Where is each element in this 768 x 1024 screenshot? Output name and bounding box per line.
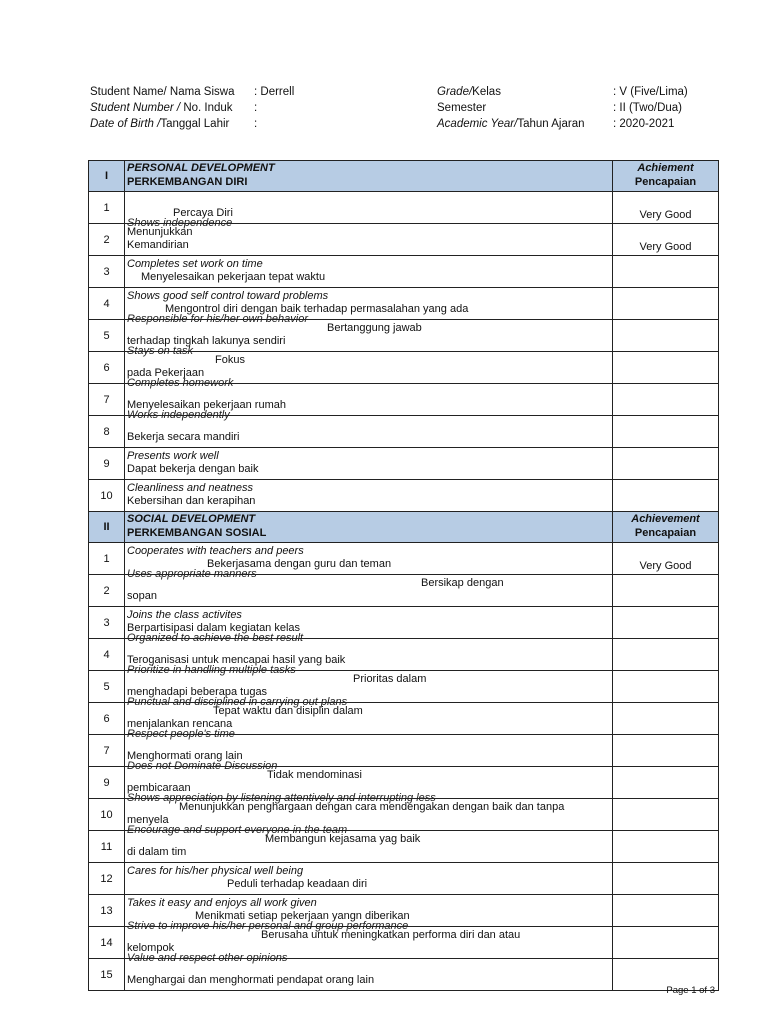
social-development-section bbox=[89, 512, 719, 991]
row-english: Completes set work on time bbox=[127, 258, 263, 270]
row-achievement bbox=[613, 831, 719, 863]
report-table bbox=[88, 160, 719, 991]
clipped-english-text: Shows independence bbox=[127, 217, 233, 229]
row-achievement: Very Good bbox=[613, 192, 719, 224]
section-subtitle: PERKEMBANGAN DIRI bbox=[127, 176, 248, 188]
dob-value: : bbox=[254, 118, 258, 130]
row-description bbox=[125, 863, 613, 895]
row-number: 13 bbox=[89, 895, 125, 927]
row-achievement bbox=[613, 480, 719, 512]
section-title: PERSONAL DEVELOPMENT bbox=[127, 162, 275, 174]
section-title-cell bbox=[125, 161, 613, 192]
row-number: 2 bbox=[89, 575, 125, 607]
row-english: Cooperates with teachers and peers bbox=[127, 545, 304, 557]
clipped-english-text: Value and respect other opinions bbox=[127, 952, 288, 964]
row-achievement bbox=[613, 352, 719, 384]
row-indonesian: menghadapi beberapa tugas bbox=[127, 686, 268, 698]
row-english: Bertanggung jawab bbox=[327, 322, 422, 334]
achievement-title: Achievement bbox=[631, 513, 700, 525]
section-header-social bbox=[89, 512, 719, 543]
row-number: 6 bbox=[89, 703, 125, 735]
row-indonesian: Peduli terhadap keadaan diri bbox=[227, 878, 368, 890]
table-row bbox=[89, 959, 719, 991]
row-number: 10 bbox=[89, 480, 125, 512]
row-indonesian: kelompok bbox=[127, 942, 175, 954]
clipped-english-text: Responsible for his/her own behavior bbox=[127, 313, 308, 325]
student-number-label: Student Number / No. Induk bbox=[90, 102, 233, 114]
row-number: 6 bbox=[89, 352, 125, 384]
row-indonesian: menjalankan rencana bbox=[127, 718, 233, 730]
row-achievement bbox=[613, 895, 719, 927]
row-achievement bbox=[613, 320, 719, 352]
row-indonesian: Menyelesaikan pekerjaan tepat waktu bbox=[141, 271, 326, 283]
row-achievement bbox=[613, 448, 719, 480]
row-english: Presents work well bbox=[127, 450, 219, 462]
row-indonesian: Bekerja secara mandiri bbox=[127, 431, 240, 443]
row-number: 14 bbox=[89, 927, 125, 959]
section-number: II bbox=[89, 512, 125, 543]
row-indonesian: pembicaraan bbox=[127, 782, 191, 794]
row-achievement bbox=[613, 575, 719, 607]
row-number: 8 bbox=[89, 416, 125, 448]
row-indonesian: terhadap tingkah lakunya sendiri bbox=[127, 335, 286, 347]
row-indonesian: sopan bbox=[127, 590, 157, 602]
clipped-english-text: Completes homework bbox=[127, 377, 234, 389]
row-number: 1 bbox=[89, 192, 125, 224]
clipped-english-text: Encourage and support everyone in the team bbox=[127, 824, 348, 836]
achievement-subtitle: Pencapaian bbox=[634, 176, 697, 188]
row-achievement bbox=[613, 256, 719, 288]
section-title-cell bbox=[125, 512, 613, 543]
row-number: 3 bbox=[89, 607, 125, 639]
row-indonesian: Teroganisasi untuk mencapai hasil yang baik bbox=[127, 654, 346, 666]
achievement-subtitle: Pencapaian bbox=[634, 527, 697, 539]
section-subtitle: PERKEMBANGAN SOSIAL bbox=[127, 527, 267, 539]
row-number: 9 bbox=[89, 767, 125, 799]
clipped-english-text: Stays on task bbox=[127, 345, 194, 357]
row-achievement bbox=[613, 703, 719, 735]
row-number: 5 bbox=[89, 320, 125, 352]
row-english: Tepat waktu dan disiplin dalam bbox=[213, 705, 363, 717]
row-indonesian: Menghargai dan menghormati pendapat orang lain bbox=[127, 974, 375, 986]
clipped-english-text: Shows appreciation by listening attentively and interrupting less bbox=[127, 792, 436, 804]
row-description bbox=[125, 952, 613, 991]
row-english: Membangun kejasama yag baik bbox=[265, 833, 421, 845]
table-row bbox=[89, 416, 719, 448]
grade-label: Grade/Kelas bbox=[437, 86, 501, 98]
achievement-title: Achiement bbox=[637, 162, 694, 174]
row-indonesian: Percaya Diri bbox=[173, 207, 233, 219]
table-row bbox=[89, 480, 719, 512]
clipped-english-text: Prioritize in handling multiple tasks bbox=[127, 664, 296, 676]
row-indonesian: menyela bbox=[127, 814, 169, 826]
row-english: Bersikap dengan bbox=[421, 577, 504, 589]
row-number: 7 bbox=[89, 384, 125, 416]
row-english: Menunjukkan penghargaan dengan cara mendengakan dengan baik dan tanpa bbox=[179, 801, 565, 813]
row-achievement bbox=[613, 384, 719, 416]
row-number: 9 bbox=[89, 448, 125, 480]
academic-year-label: Academic Year/Tahun Ajaran bbox=[437, 118, 585, 130]
row-english: Tidak mendominasi bbox=[267, 769, 362, 781]
row-english: Cares for his/her physical well being bbox=[127, 865, 304, 877]
row-indonesian: Dapat bekerja dengan baik bbox=[127, 463, 259, 475]
row-number: 3 bbox=[89, 256, 125, 288]
row-description bbox=[125, 824, 613, 863]
table-row bbox=[89, 575, 719, 607]
row-achievement bbox=[613, 288, 719, 320]
section-header-personal bbox=[89, 161, 719, 192]
row-achievement bbox=[613, 767, 719, 799]
personal-development-section bbox=[89, 161, 719, 512]
row-english: Shows good self control toward problems bbox=[127, 290, 329, 302]
row-achievement: Very Good bbox=[613, 543, 719, 575]
student-info-header bbox=[90, 84, 730, 132]
row-indonesian: Menyelesaikan pekerjaan rumah bbox=[127, 399, 286, 411]
row-number: 5 bbox=[89, 671, 125, 703]
row-indonesian: Mengontrol diri dengan baik terhadap permasalahan yang ada bbox=[165, 303, 469, 315]
row-indonesian: di dalam tim bbox=[127, 846, 187, 858]
row-description bbox=[125, 256, 613, 288]
row-indonesian: Kemandirian bbox=[127, 239, 189, 251]
table-row bbox=[89, 224, 719, 256]
row-english: Takes it easy and enjoys all work given bbox=[127, 897, 317, 909]
row-number: 10 bbox=[89, 799, 125, 831]
row-number: 15 bbox=[89, 959, 125, 991]
row-achievement bbox=[613, 735, 719, 767]
row-description bbox=[125, 568, 613, 607]
row-number: 1 bbox=[89, 543, 125, 575]
clipped-english-text: Respect people's time bbox=[127, 728, 235, 740]
row-indonesian: Kebersihan dan kerapihan bbox=[127, 495, 256, 507]
row-number: 4 bbox=[89, 288, 125, 320]
row-number: 2 bbox=[89, 224, 125, 256]
section-title: SOCIAL DEVELOPMENT bbox=[127, 513, 256, 525]
row-english: Menunjukkan bbox=[127, 226, 193, 238]
clipped-english-text: Uses appropriate manners bbox=[127, 568, 257, 580]
achievement-header bbox=[613, 512, 719, 543]
table-row bbox=[89, 256, 719, 288]
row-description bbox=[125, 480, 613, 512]
row-english: Fokus bbox=[215, 354, 245, 366]
row-number: 4 bbox=[89, 639, 125, 671]
student-number-value: : bbox=[254, 102, 258, 114]
row-number: 7 bbox=[89, 735, 125, 767]
student-name-value: : Derrell bbox=[254, 86, 295, 98]
student-name-label: Student Name/ Nama Siswa bbox=[90, 86, 235, 98]
row-number: 12 bbox=[89, 863, 125, 895]
table-row bbox=[89, 448, 719, 480]
clipped-english-text: Strive to improve his/her personal and group performance bbox=[127, 920, 409, 932]
row-indonesian: Berpartisipasi dalam kegiatan kelas bbox=[127, 622, 301, 634]
row-description bbox=[125, 448, 613, 480]
row-indonesian: Menghormati orang lain bbox=[127, 750, 243, 762]
row-indonesian: Bekerjasama dengan guru dan teman bbox=[207, 558, 392, 570]
row-achievement bbox=[613, 639, 719, 671]
row-description bbox=[125, 217, 613, 256]
row-achievement bbox=[613, 927, 719, 959]
row-description bbox=[125, 313, 613, 352]
clipped-english-text: Does not Dominate Discussion bbox=[127, 760, 278, 772]
row-english: Berusaha untuk meningkatkan performa diri dan atau bbox=[261, 929, 521, 941]
row-english: Cleanliness and neatness bbox=[127, 482, 253, 494]
row-achievement: Very Good bbox=[613, 224, 719, 256]
achievement-header bbox=[613, 161, 719, 192]
row-indonesian: pada Pekerjaan bbox=[127, 367, 205, 379]
clipped-english-text: Punctual and disciplined in carrying out plans bbox=[127, 696, 348, 708]
semester-value: : II (Two/Dua) bbox=[613, 102, 683, 114]
row-achievement bbox=[613, 416, 719, 448]
dob-label: Date of Birth /Tanggal Lahir bbox=[90, 118, 230, 130]
table-row bbox=[89, 831, 719, 863]
row-english: Joins the class activites bbox=[127, 609, 242, 621]
section-number: I bbox=[89, 161, 125, 192]
row-achievement bbox=[613, 607, 719, 639]
table-row bbox=[89, 863, 719, 895]
row-english: Prioritas dalam bbox=[353, 673, 427, 685]
row-number: 11 bbox=[89, 831, 125, 863]
row-indonesian: Menikmati setiap pekerjaan yangn diberikan bbox=[195, 910, 410, 922]
grade-value: : V (Five/Lima) bbox=[613, 86, 688, 98]
page-number: Page 1 of 3 bbox=[666, 985, 715, 996]
row-achievement bbox=[613, 671, 719, 703]
row-description bbox=[125, 409, 613, 448]
row-achievement bbox=[613, 863, 719, 895]
academic-year-value: : 2020-2021 bbox=[613, 118, 675, 130]
semester-label: Semester bbox=[437, 102, 487, 114]
clipped-english-text: Organized to achieve the best result bbox=[127, 632, 304, 644]
clipped-english-text: Works independently bbox=[127, 409, 230, 421]
row-achievement bbox=[613, 799, 719, 831]
